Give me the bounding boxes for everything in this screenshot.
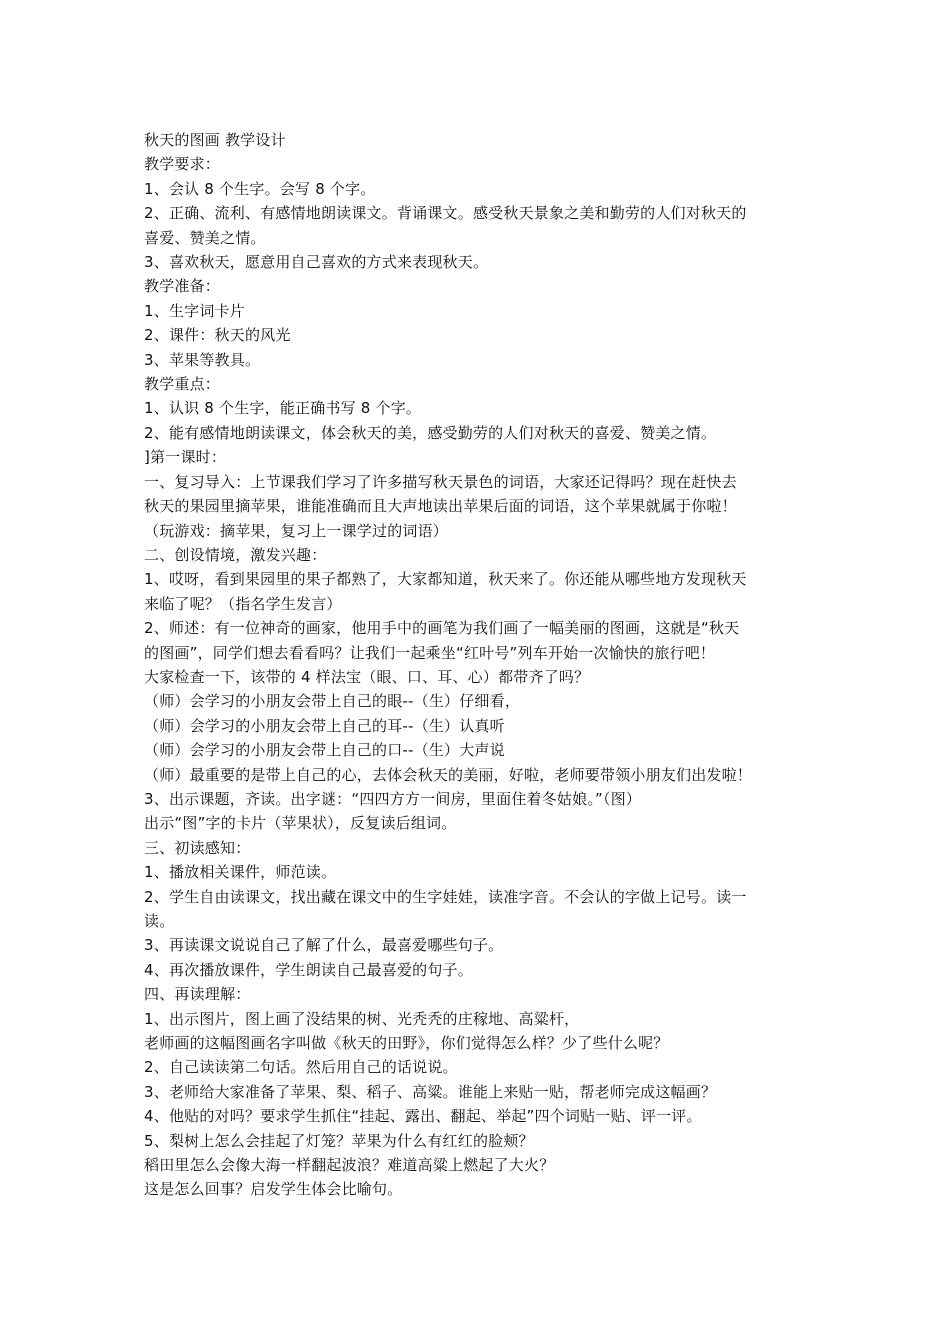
text-line: 大家检查一下，该带的 4 样法宝（眼、口、耳、心）都带齐了吗？ — [144, 667, 590, 686]
text-line: 2、学生自由读课文，找出藏在课文中的生字娃娃，读准字音。不会认的字做上记号。读一 — [144, 887, 747, 906]
text-line: 3、出示课题，齐读。出字谜：“四四方方一间房，里面住着冬姑娘。”（图） — [144, 789, 642, 808]
text-line: 这是怎么回事？启发学生体会比喻句。 — [144, 1180, 403, 1199]
text-line: 3、苹果等教具。 — [144, 350, 261, 369]
section-heading: 二、创设情境，激发兴趣： — [144, 545, 327, 564]
text-line: 2、正确、流利、有感情地朗读课文。背诵课文。感受秋天景象之美和勤劳的人们对秋天的 — [144, 204, 747, 223]
text-line: 一、复习导入：上节课我们学习了许多描写秋天景色的词语，大家还记得吗？现在赶快去 — [144, 472, 737, 491]
text-line: 2、能有感情地朗读课文，体会秋天的美，感受勤劳的人们对秋天的喜爱、赞美之情。 — [144, 423, 717, 442]
section-heading: ]第一课时： — [144, 448, 227, 467]
text-line: 读。 — [144, 912, 175, 930]
section-heading: 三、初读感知： — [144, 838, 251, 857]
text-line: （师）会学习的小朋友会带上自己的口--（生）大声说 — [144, 741, 505, 760]
text-line: （师）会学习的小朋友会带上自己的眼--（生）仔细看， — [144, 692, 521, 711]
text-line: 3、喜欢秋天，愿意用自己喜欢的方式来表现秋天。 — [144, 253, 489, 272]
section-heading: 教学要求： — [144, 155, 221, 174]
text-line: 1、生字词卡片 — [144, 301, 245, 320]
text-line: 稻田里怎么会像大海一样翻起波浪？难道高粱上燃起了大火？ — [144, 1156, 555, 1175]
text-line: 1、哎呀，看到果园里的果子都熟了，大家都知道，秋天来了。你还能从哪些地方发现秋天 — [144, 570, 747, 589]
text-line: （师）最重要的是带上自己的心，去体会秋天的美丽，好啦，老师要带领小朋友们出发啦！ — [144, 765, 753, 784]
document-page — [144, 128, 824, 1202]
text-line: 1、认识 8 个生字，能正确书写 8 个字。 — [144, 399, 422, 418]
document-title: 秋天的图画 教学设计 — [144, 131, 286, 149]
text-line: （师）会学习的小朋友会带上自己的耳--（生）认真听 — [144, 716, 505, 735]
section-heading: 教学重点： — [144, 375, 221, 394]
text-line: 2、自己读读第二句话。然后用自己的话说说。 — [144, 1058, 458, 1077]
text-line: 出示“图”字的卡片（苹果状），反复读后组词。 — [144, 814, 457, 833]
text-line: 来临了呢？（指名学生发言） — [144, 594, 342, 613]
text-line: 老师画的这幅图画名字叫做《秋天的田野》，你们觉得怎么样？少了些什么呢？ — [144, 1034, 669, 1053]
text-line: 2、课件：秋天的风光 — [144, 326, 291, 345]
section-heading: 四、再读理解： — [144, 985, 251, 1004]
text-line: 1、播放相关课件，师范读。 — [144, 863, 337, 882]
text-line: 喜爱、赞美之情。 — [144, 228, 266, 247]
text-line: 1、出示图片，图上画了没结果的树、光秃秃的庄稼地、高粱杆， — [144, 1009, 580, 1028]
text-line: 3、老师给大家准备了苹果、梨、稻子、高粱。谁能上来贴一贴，帮老师完成这幅画？ — [144, 1082, 717, 1101]
text-line: 2、师述：有一位神奇的画家，他用手中的画笔为我们画了一幅美丽的图画，这就是“秋天 — [144, 619, 740, 638]
text-line: 的图画”，同学们想去看看吗？让我们一起乘坐“红叶号”列车开始一次愉快的旅行吧！ — [144, 643, 716, 662]
text-line: （玩游戏：摘苹果，复习上一课学过的词语） — [144, 521, 449, 540]
text-line: 秋天的果园里摘苹果，谁能准确而且大声地读出苹果后面的词语，这个苹果就属于你啦！ — [144, 497, 737, 516]
text-line: 5、梨树上怎么会挂起了灯笼？苹果为什么有红红的脸颊？ — [144, 1131, 534, 1150]
text-line: 3、再读课文说说自己了解了什么，最喜爱哪些句子。 — [144, 936, 504, 955]
text-line: 1、会认 8 个生字。会写 8 个字。 — [144, 179, 376, 198]
section-heading: 教学准备： — [144, 277, 221, 296]
text-line: 4、再次播放课件，学生朗读自己最喜爱的句子。 — [144, 960, 473, 979]
text-line: 4、他贴的对吗？要求学生抓住“挂起、露出、翻起、举起”四个词贴一贴、评一评。 — [144, 1107, 702, 1126]
